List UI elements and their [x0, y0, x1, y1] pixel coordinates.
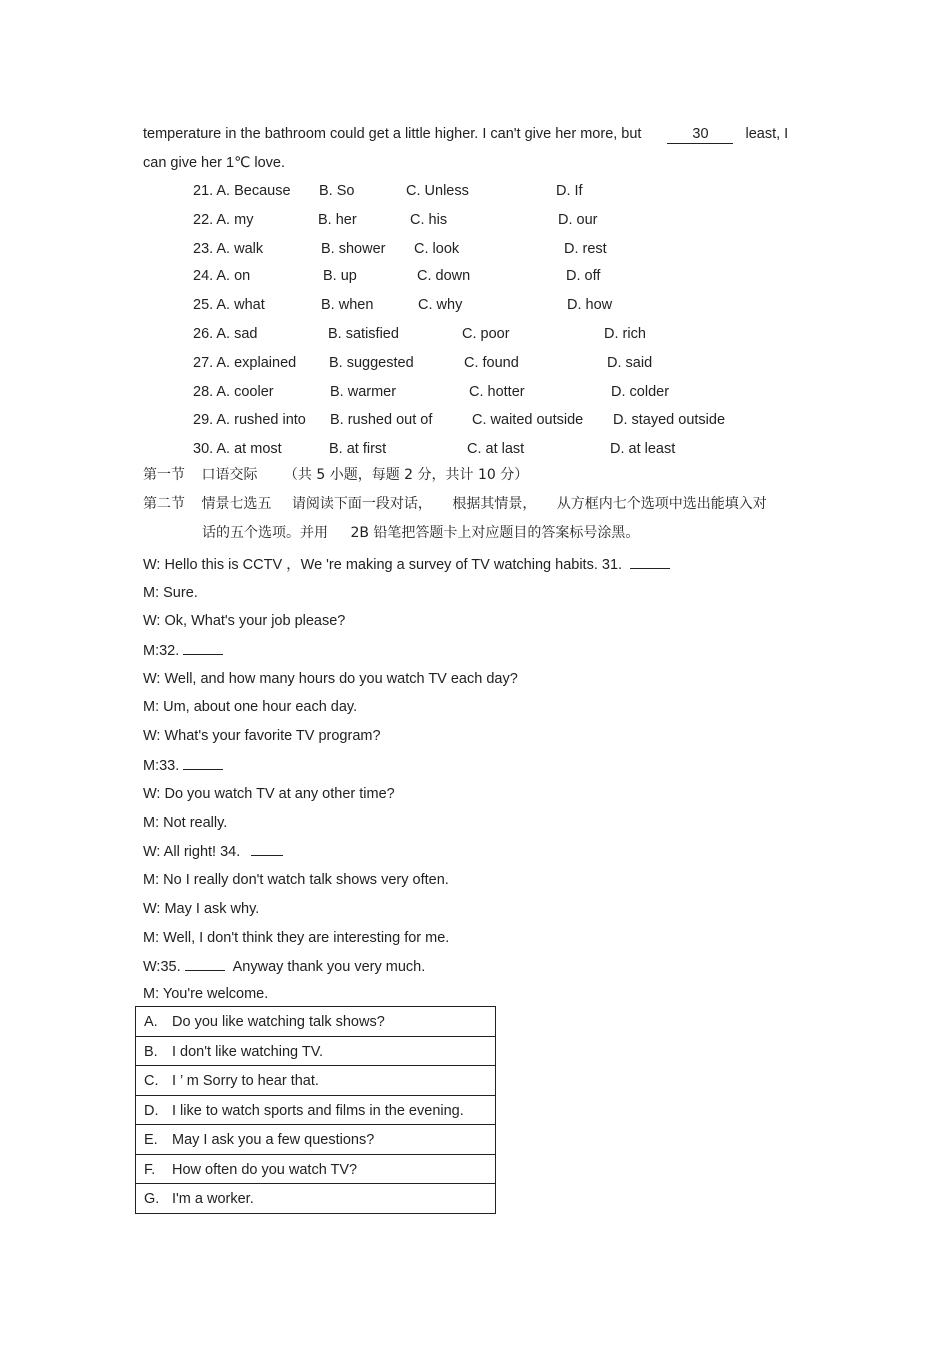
option-c: C. found: [464, 355, 519, 371]
option-c: C. at last: [467, 441, 525, 457]
section-instruction: 2B 铅笔把答题卡上对应题目的答案标号涂黑。: [350, 525, 640, 541]
choice-row: [136, 1037, 495, 1067]
choice-row: [136, 1066, 495, 1096]
option-a: 23. A. walk: [193, 241, 264, 257]
dialogue-text: W: All right! 34.: [143, 844, 241, 860]
dialogue-line: W: Ok, What's your job please?: [143, 613, 346, 629]
option-b: B. suggested: [329, 355, 414, 371]
option-a: 30. A. at most: [193, 441, 282, 457]
dialogue-text: W:35.: [143, 959, 181, 975]
option-a: 27. A. explained: [193, 355, 297, 371]
section-2-instruction-line-2: [202, 524, 639, 542]
dialogue-text: W: Hello this is CCTV ，We 're making a survey of TV watching habits. 31.: [143, 557, 623, 573]
choices-box: [135, 1006, 496, 1214]
choice-letter: C.: [144, 1073, 159, 1089]
choice-row: [136, 1096, 495, 1126]
dialogue-line: [143, 957, 425, 976]
option-d: D. off: [566, 268, 601, 284]
dialogue-line: M: Um, about one hour each day.: [143, 699, 358, 715]
option-a: 26. A. sad: [193, 326, 258, 342]
choice-text: I ’ m Sorry to hear that.: [172, 1073, 319, 1089]
option-b: B. shower: [321, 241, 386, 257]
option-b: B. So: [319, 183, 355, 199]
option-d: D. stayed outside: [613, 412, 726, 428]
section-label: 第二节: [143, 496, 185, 512]
dialogue-line: M: You're welcome.: [143, 986, 269, 1002]
option-a: 25. A. what: [193, 297, 265, 313]
section-1-heading: [143, 466, 528, 484]
answer-blank: [183, 756, 223, 770]
option-d: D. our: [558, 212, 598, 228]
choice-letter: B.: [144, 1043, 158, 1060]
dialogue-line: M: Not really.: [143, 815, 228, 831]
section-2-heading: [143, 495, 767, 513]
choice-text: I like to watch sports and films in the evening.: [172, 1102, 464, 1119]
dialogue-line: W: What's your favorite TV program?: [143, 728, 381, 744]
option-c: C. Unless: [406, 183, 469, 199]
dialogue-line: M: Sure.: [143, 585, 198, 601]
section-title: 口语交际: [201, 467, 258, 483]
option-a: 24. A. on: [193, 268, 251, 284]
passage-line-1: [143, 125, 788, 144]
option-d: D. colder: [611, 384, 670, 400]
option-c: C. look: [414, 241, 460, 257]
option-c: C. hotter: [469, 384, 525, 400]
dialogue-text: M:33.: [143, 758, 180, 774]
section-instruction: 话的五个选项。并用: [202, 525, 328, 541]
choice-row: [136, 1125, 495, 1155]
section-title: 情景七选五: [201, 496, 272, 512]
option-d: D. said: [607, 355, 653, 371]
choice-text: I'm a worker.: [172, 1191, 254, 1207]
passage-text: least, I: [745, 126, 789, 142]
choice-row: [136, 1007, 495, 1037]
dialogue-line: [143, 842, 283, 861]
option-a: 29. A. rushed into: [193, 412, 306, 428]
section-instruction: 请阅读下面一段对话，: [291, 496, 432, 512]
option-c: C. poor: [462, 326, 510, 342]
dialogue-line: M: Well, I don't think they are interesting for me.: [143, 930, 450, 946]
option-d: D. at least: [610, 441, 676, 457]
choice-letter: A.: [144, 1014, 158, 1030]
option-a: 21. A. Because: [193, 183, 291, 199]
option-c: C. why: [418, 297, 463, 313]
dialogue-line: M: No I really don't watch talk shows very often.: [143, 872, 449, 888]
choice-letter: E.: [144, 1132, 158, 1148]
dialogue-line: [143, 756, 223, 775]
dialogue-line: W: Well, and how many hours do you watch TV each day?: [143, 671, 518, 687]
dialogue-line: [143, 555, 670, 574]
option-d: D. rest: [564, 241, 607, 257]
option-b: B. at first: [329, 441, 387, 457]
option-c: C. waited outside: [472, 412, 584, 428]
choice-letter: D.: [144, 1102, 159, 1119]
section-instruction: 从方框内七个选项中选出能填入对: [556, 496, 767, 512]
option-d: D. rich: [604, 326, 646, 342]
dialogue-text: M:32.: [143, 643, 180, 659]
option-c: C. down: [417, 268, 471, 284]
choice-text: Do you like watching talk shows?: [172, 1014, 385, 1030]
option-a: 22. A. my: [193, 212, 254, 228]
choice-text: How often do you watch TV?: [172, 1161, 358, 1178]
answer-blank: [251, 842, 283, 856]
passage-line-2: can give her 1℃ love.: [143, 155, 286, 171]
option-d: D. If: [556, 183, 583, 199]
option-b: B. satisfied: [328, 326, 399, 342]
choice-row: [136, 1155, 495, 1185]
dialogue-line: W: Do you watch TV at any other time?: [143, 786, 395, 802]
option-c: C. his: [410, 212, 448, 228]
section-label: 第一节: [143, 467, 185, 483]
answer-blank: [183, 641, 223, 655]
option-b: B. rushed out of: [330, 412, 433, 428]
answer-blank: [185, 957, 225, 971]
option-b: B. her: [318, 212, 357, 228]
passage-text: temperature in the bathroom could get a little higher. I can't give her more, but: [143, 126, 642, 142]
option-b: B. warmer: [330, 384, 397, 400]
option-b: B. when: [321, 297, 374, 313]
dialogue-text: Anyway thank you very much.: [232, 959, 426, 975]
option-b: B. up: [323, 268, 357, 284]
blank-30: 30: [667, 125, 733, 144]
choice-text: I don't like watching TV.: [172, 1043, 324, 1060]
choice-letter: F.: [144, 1161, 156, 1178]
answer-blank: [630, 555, 670, 569]
option-d: D. how: [567, 297, 613, 313]
choice-row: [136, 1184, 495, 1214]
choice-text: May I ask you a few questions?: [172, 1132, 375, 1148]
choice-letter: G.: [144, 1191, 160, 1207]
section-note: （共 5 小题，每题 2 分，共计 10 分）: [283, 467, 529, 483]
dialogue-line: W: May I ask why.: [143, 901, 260, 917]
option-a: 28. A. cooler: [193, 384, 274, 400]
section-instruction: 根据其情景，: [452, 496, 537, 512]
dialogue-line: [143, 641, 223, 660]
